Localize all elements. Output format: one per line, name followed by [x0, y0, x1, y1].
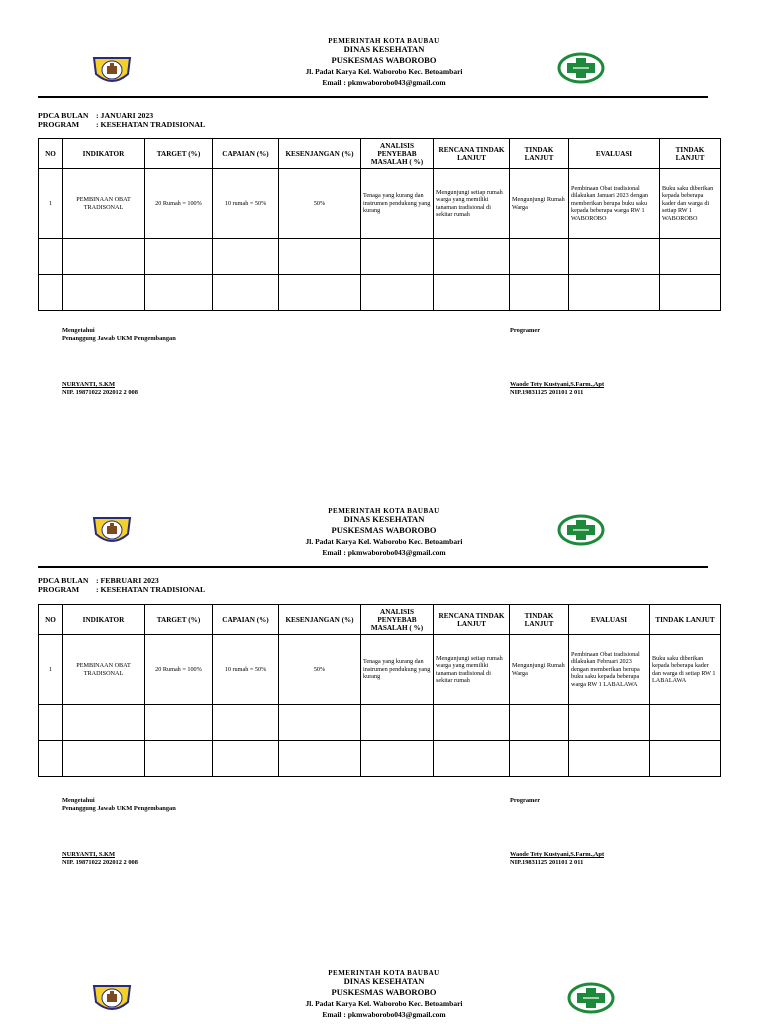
mengetahui-label: Mengetahui [62, 327, 95, 334]
signatory-right-nip: NIP.19831125 201101 2 011 [510, 859, 584, 866]
pdca-month-label: PDCA BULAN [38, 111, 89, 120]
pdca-month-value: : FEBRUARI 2023 [96, 576, 159, 585]
letterhead-divider [38, 566, 708, 568]
pdca-month-label: PDCA BULAN [38, 576, 89, 585]
col-header-analisis: ANALISIS PENYEBAB MASALAH ( %) [361, 605, 434, 635]
health-cross-logo [557, 514, 605, 546]
city-emblem-logo [90, 52, 134, 88]
signatory-right-name: Waode Tety Kustyani,S.Farm.,Apt [510, 851, 605, 858]
letterhead-email: Email : pkmwaborobo043@gmail.com [322, 78, 446, 87]
mengetahui-label: Mengetahui [62, 797, 95, 804]
col-header-no: NO [39, 139, 63, 169]
col-header-evaluasi: EVALUASI [569, 139, 660, 169]
signature-left-block [62, 797, 176, 813]
cell-rencana: Mengunjungi setiap rumah warga yang memiliki tanaman tradisional di sekitar rumah [434, 635, 510, 705]
pj-title: Penanggung Jawab UKM Pengembangan [62, 805, 176, 812]
signatory-left-nip: NIP. 19871022 202012 2 008 [62, 859, 138, 866]
signatory-right [510, 851, 604, 867]
cell-evaluasi: Pembinaan Obat tradisional dilakukan Februari 2023 dengan memberikan berupa buku saku kepada beberapa warga RW 1 LABALAWA [569, 635, 650, 705]
program-label: PROGRAM [38, 120, 80, 129]
col-header-tindak-lanjut-2: TINDAK LANJUT [660, 139, 721, 169]
cell-evaluasi: Pembinaan Obat tradisional dilakukan Januari 2023 dengan memberikan berupa buku saku kepada beberapa warga RW 1 WABOROBO [569, 169, 660, 239]
letterhead-gov: PEMERINTAH KOTA BAUBAU [328, 507, 440, 514]
signature-right-block [510, 797, 540, 805]
program-label: PROGRAM [38, 585, 80, 594]
pdca-section-february [0, 470, 768, 960]
letterhead-address: Jl. Padat Karya Kel. Waborobo Kec. Betoambari [305, 999, 463, 1008]
signatory-right [510, 381, 604, 397]
pj-title: Penanggung Jawab UKM Pengembangan [62, 335, 176, 342]
letterhead-email: Email : pkmwaborobo043@gmail.com [322, 548, 446, 557]
cell-target: 20 Rumah = 100% [145, 635, 213, 705]
cell-rencana: Mengunjungi setiap rumah warga yang memiliki tanaman tradisional di sekitar rumah [434, 169, 510, 239]
programer-label: Programer [510, 797, 541, 804]
cell-indikator: PEMBINAAN OBAT TRADISONAL [63, 635, 145, 705]
col-header-target: TARGET (%) [145, 139, 213, 169]
signatory-left [62, 851, 138, 867]
cell-kesenjangan: 50% [279, 169, 361, 239]
city-emblem-logo [90, 512, 134, 548]
col-header-kesenjangan: KESENJANGAN (%) [279, 605, 361, 635]
col-header-evaluasi: EVALUASI [569, 605, 650, 635]
pdca-section-next-letterhead [0, 940, 768, 1024]
letterhead-dept: DINAS KESEHATAN [343, 514, 425, 524]
pdca-section-january [0, 0, 768, 470]
letterhead-facility: PUSKESMAS WABOROBO [331, 987, 437, 997]
program-value: : KESEHATAN TRADISIONAL [96, 120, 206, 129]
col-header-tindak-lanjut: TINDAK LANJUT [510, 605, 569, 635]
signatory-left-nip: NIP. 19871022 202012 2 008 [62, 389, 138, 396]
signatory-right-name: Waode Tety Kustyani,S.Farm.,Apt [510, 381, 605, 388]
letterhead-email: Email : pkmwaborobo043@gmail.com [322, 1010, 446, 1019]
letterhead-address: Jl. Padat Karya Kel. Waborobo Kec. Betoambari [305, 537, 463, 546]
col-header-tindak-lanjut: TINDAK LANJUT [510, 139, 569, 169]
cell-tindak-lanjut: Mengunjungi Rumah Warga [510, 169, 569, 239]
signatory-left-name: NURYANTI, S.KM [62, 851, 115, 858]
program-value: : KESEHATAN TRADISIONAL [96, 585, 206, 594]
pdca-month-value: : JANUARI 2023 [96, 111, 154, 120]
health-cross-logo [557, 52, 605, 84]
cell-target: 20 Rumah = 100% [145, 169, 213, 239]
cell-tindak-lanjut-2: Buku saku diberikan kepada beberapa kader dan warga di setiap RW 1 LABALAWA [650, 635, 721, 705]
pdca-table [38, 138, 721, 311]
table-header-row [39, 139, 721, 169]
letterhead-dept: DINAS KESEHATAN [343, 976, 425, 986]
programer-label: Programer [510, 327, 541, 334]
table-header-row [39, 605, 721, 635]
cell-tindak-lanjut-2: Buku saku diberikan kepada beberapa kader dan warga di setiap RW 1 WABOROBO [660, 169, 721, 239]
col-header-analisis: ANALISIS PENYEBAB MASALAH ( %) [361, 139, 434, 169]
cell-analisis: Tenaga yang kurang dan instrumen pendukung yang kurang [361, 169, 434, 239]
col-header-rencana: RENCANA TINDAK LANJUT [434, 139, 510, 169]
cell-tindak-lanjut: Mengunjungi Rumah Warga [510, 635, 569, 705]
col-header-indikator: INDIKATOR [63, 605, 145, 635]
signature-right-block [510, 327, 540, 335]
table-row-empty [39, 275, 721, 311]
table-row-empty [39, 705, 721, 741]
col-header-no: NO [39, 605, 63, 635]
pdca-table [38, 604, 721, 777]
cell-capaian: 10 rumah = 50% [213, 635, 279, 705]
table-row-empty [39, 741, 721, 777]
table-row [39, 169, 721, 239]
letterhead-gov: PEMERINTAH KOTA BAUBAU [328, 37, 440, 44]
col-header-tindak-lanjut-2: TINDAK LANJUT [650, 605, 721, 635]
report-meta [38, 111, 205, 129]
col-header-capaian: CAPAIAN (%) [213, 605, 279, 635]
cell-indikator: PEMBINAAN OBAT TRADISONAL [63, 169, 145, 239]
letterhead-dept: DINAS KESEHATAN [343, 44, 425, 54]
signatory-left-name: NURYANTI, S.KM [62, 381, 115, 388]
health-cross-logo [567, 982, 615, 1014]
cell-analisis: Tenaga yang kurang dan instrumen pendukung yang kurang [361, 635, 434, 705]
col-header-target: TARGET (%) [145, 605, 213, 635]
report-meta [38, 576, 205, 594]
letterhead-divider [38, 96, 708, 98]
letterhead-facility: PUSKESMAS WABOROBO [331, 55, 437, 65]
cell-no: 1 [39, 635, 63, 705]
city-emblem-logo [90, 980, 134, 1016]
letterhead-facility: PUSKESMAS WABOROBO [331, 525, 437, 535]
table-row [39, 635, 721, 705]
letterhead-gov: PEMERINTAH KOTA BAUBAU [328, 969, 440, 976]
signatory-left [62, 381, 138, 397]
col-header-indikator: INDIKATOR [63, 139, 145, 169]
col-header-capaian: CAPAIAN (%) [213, 139, 279, 169]
col-header-rencana: RENCANA TINDAK LANJUT [434, 605, 510, 635]
cell-kesenjangan: 50% [279, 635, 361, 705]
col-header-kesenjangan: KESENJANGAN (%) [279, 139, 361, 169]
signature-left-block [62, 327, 176, 343]
signatory-right-nip: NIP.19831125 201101 2 011 [510, 389, 584, 396]
letterhead-address: Jl. Padat Karya Kel. Waborobo Kec. Betoambari [305, 67, 463, 76]
cell-no: 1 [39, 169, 63, 239]
cell-capaian: 10 rumah = 50% [213, 169, 279, 239]
table-row-empty [39, 239, 721, 275]
